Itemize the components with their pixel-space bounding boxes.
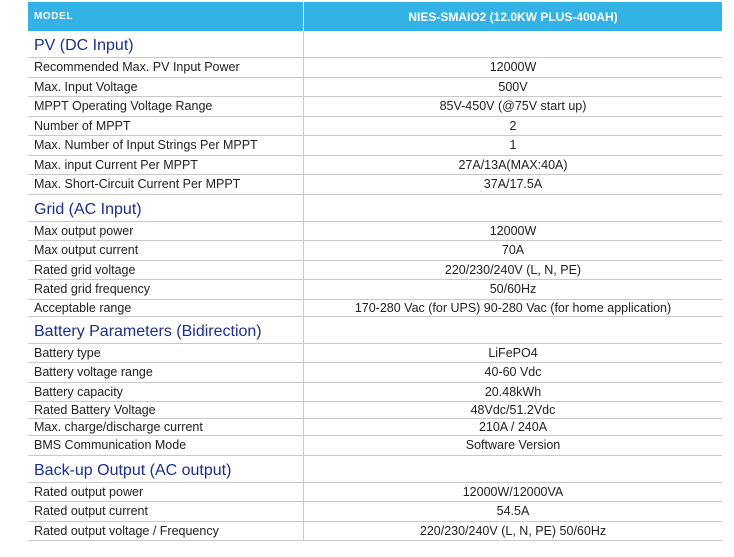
row-value: 210A / 240A bbox=[478, 420, 548, 434]
row-value: 70A bbox=[501, 243, 525, 258]
row-label: Rated output current bbox=[28, 502, 304, 521]
table-row bbox=[28, 300, 722, 317]
row-value: 27A/13A(MAX:40A) bbox=[458, 157, 568, 172]
section-pv-header bbox=[28, 31, 722, 58]
row-value: Software Version bbox=[465, 438, 561, 453]
table-row bbox=[28, 156, 722, 176]
section-backup-header bbox=[28, 456, 722, 483]
table-row bbox=[28, 402, 722, 419]
table-row bbox=[28, 136, 722, 156]
section-battery-header bbox=[28, 317, 722, 344]
table-row bbox=[28, 522, 722, 542]
table-row bbox=[28, 419, 722, 436]
row-label: Rated grid voltage bbox=[28, 261, 304, 280]
row-value: 12000W bbox=[489, 60, 537, 75]
row-label: Max. Input Voltage bbox=[28, 78, 304, 97]
row-label: MPPT Operating Voltage Range bbox=[28, 97, 304, 116]
section-grid-header bbox=[28, 195, 722, 222]
row-label: Max. Short-Circuit Current Per MPPT bbox=[28, 175, 304, 194]
table-row bbox=[28, 436, 722, 456]
row-label: BMS Communication Mode bbox=[28, 436, 304, 455]
table-row bbox=[28, 344, 722, 364]
row-value: 48Vdc/51.2Vdc bbox=[470, 403, 556, 417]
section-title: PV (DC Input) bbox=[28, 31, 304, 57]
table-row bbox=[28, 483, 722, 503]
row-value: 2 bbox=[509, 118, 517, 133]
section-title: Battery Parameters (Bidirection) bbox=[28, 317, 304, 343]
table-row bbox=[28, 117, 722, 137]
table-row bbox=[28, 502, 722, 522]
row-label: Battery capacity bbox=[28, 383, 304, 402]
row-label: Recommended Max. PV Input Power bbox=[28, 58, 304, 77]
row-value: 50/60Hz bbox=[489, 282, 537, 297]
row-label: Rated output power bbox=[28, 483, 304, 502]
row-label: Max. input Current Per MPPT bbox=[28, 156, 304, 175]
row-value: 37A/17.5A bbox=[483, 177, 543, 192]
table-row bbox=[28, 280, 722, 300]
row-value: 170-280 Vac (for UPS) 90-280 Vac (for home application) bbox=[354, 300, 672, 315]
model-label: MODEL bbox=[28, 2, 304, 31]
row-value: 220/230/240V (L, N, PE) 50/60Hz bbox=[419, 523, 607, 538]
row-value: 1 bbox=[509, 138, 517, 153]
row-label: Acceptable range bbox=[28, 300, 304, 316]
row-value: 85V-450V (@75V start up) bbox=[439, 99, 587, 114]
table-row bbox=[28, 383, 722, 403]
row-label: Number of MPPT bbox=[28, 117, 304, 136]
row-label: Battery type bbox=[28, 344, 304, 363]
row-value: 220/230/240V (L, N, PE) bbox=[444, 262, 582, 277]
section-title: Grid (AC Input) bbox=[28, 195, 304, 221]
row-label: Max output power bbox=[28, 222, 304, 241]
section-title: Back-up Output (AC output) bbox=[28, 456, 304, 482]
row-label: Max. charge/discharge current bbox=[28, 419, 304, 435]
spec-table bbox=[28, 2, 722, 541]
row-label: Max output current bbox=[28, 241, 304, 260]
table-row bbox=[28, 222, 722, 242]
row-value: 54.5A bbox=[496, 504, 530, 519]
row-value: 40-60 Vdc bbox=[484, 365, 542, 380]
row-value: 20.48kWh bbox=[484, 384, 542, 399]
row-label: Battery voltage range bbox=[28, 363, 304, 382]
row-label: Max. Number of Input Strings Per MPPT bbox=[28, 136, 304, 155]
row-value: LiFePO4 bbox=[488, 345, 538, 360]
table-row bbox=[28, 363, 722, 383]
table-row bbox=[28, 97, 722, 117]
table-row bbox=[28, 58, 722, 78]
table-row bbox=[28, 175, 722, 195]
row-label: Rated Battery Voltage bbox=[28, 402, 304, 418]
row-label: Rated grid frequency bbox=[28, 280, 304, 299]
table-row bbox=[28, 78, 722, 98]
table-header bbox=[28, 2, 722, 31]
row-label: Rated output voltage / Frequency bbox=[28, 522, 304, 541]
row-value: 500V bbox=[498, 79, 528, 94]
table-row bbox=[28, 261, 722, 281]
row-value: 12000W/12000VA bbox=[462, 484, 564, 499]
row-value: 12000W bbox=[489, 223, 537, 238]
table-row bbox=[28, 241, 722, 261]
model-value: NIES-SMAIO2 (12.0KW PLUS-400AH) bbox=[408, 9, 618, 24]
